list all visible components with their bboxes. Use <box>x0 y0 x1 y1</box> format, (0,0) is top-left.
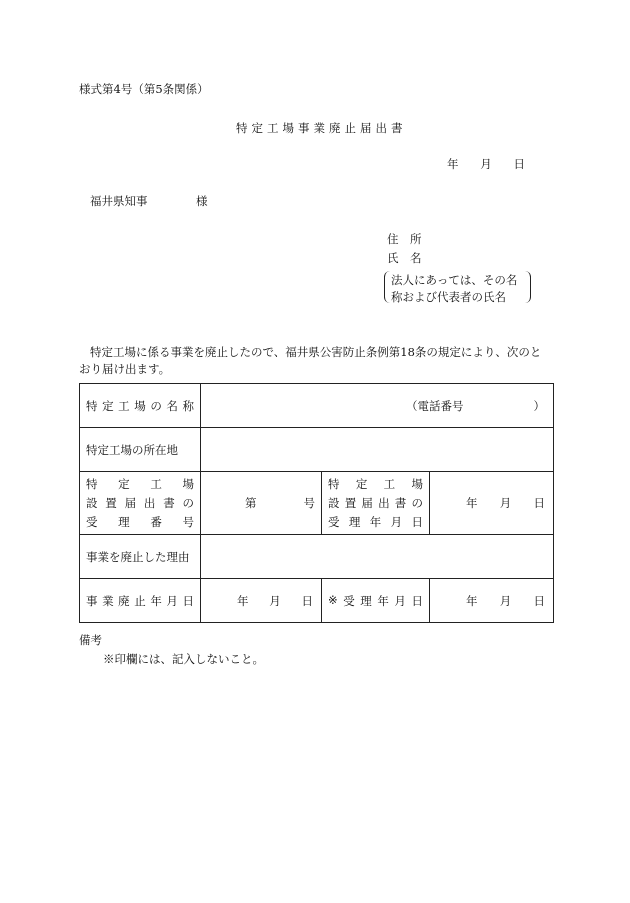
installation-date-label-char: 日 <box>411 515 423 529</box>
factory-location-label: 特定工場の所在地 <box>86 442 178 457</box>
installation-number-label-char: 特 <box>86 477 98 491</box>
receipt-date-label-char: ※ <box>328 592 338 607</box>
factory-location-label-cell <box>80 428 201 472</box>
installation-number-label-char: 番 <box>150 515 162 529</box>
installation-date-label-char: 設 <box>328 496 340 510</box>
installation-date-label-char: 定 <box>355 477 368 491</box>
corporate-note-line2: 称および代表者の氏名 <box>391 290 506 304</box>
installation-date-label-char: 書 <box>394 496 407 510</box>
discontinuation-date-label-char: 業 <box>102 593 114 608</box>
installation-date-label-char: 出 <box>378 496 390 510</box>
discontinuation-date-value-cell[interactable] <box>201 579 322 623</box>
discontinuation-date-label-char: 廃 <box>118 593 130 608</box>
installation-date-label-char: 置 <box>344 496 357 510</box>
factory-name-label-char: 特 <box>86 398 98 413</box>
date-year: 年 <box>466 593 478 608</box>
installation-number-label-char: 理 <box>118 515 130 529</box>
installation-number-label-char: 設 <box>86 496 98 510</box>
table-row <box>80 384 554 428</box>
installation-number-label-char: 置 <box>105 496 117 510</box>
factory-name-label-char: 工 <box>118 398 130 413</box>
installation-date-label-char: 場 <box>411 477 423 491</box>
installation-date-label-char: 受 <box>328 515 340 529</box>
installation-date-label-char: 特 <box>328 477 340 491</box>
receipt-date-label-char: 日 <box>411 593 423 608</box>
remarks-title: 備考 <box>79 633 102 647</box>
date-year: 年 <box>237 593 249 608</box>
factory-name-label-cell <box>80 384 201 428</box>
installation-date-label-char: 届 <box>361 496 373 510</box>
installation-date-label-char: 理 <box>348 515 361 529</box>
installation-date-label-char: の <box>411 496 423 510</box>
date-day-label: 日 <box>513 157 525 171</box>
phone-number-label: （電話番号 <box>406 398 464 413</box>
discontinuation-date-label-cell <box>80 579 201 623</box>
date-day: 日 <box>533 593 545 608</box>
factory-name-label-char: 定 <box>102 398 114 413</box>
installation-receipt-number-value-cell[interactable] <box>201 472 322 535</box>
date-month-label: 月 <box>480 157 492 171</box>
intro-text-line1: 特定工場に係る事業を廃止したので、福井県公害防止条例第18条の規定により、次のと <box>90 345 542 359</box>
table-row <box>80 472 554 535</box>
document-title: 特定工場事業廃止届出書 <box>236 121 407 135</box>
applicant-address-label: 住 所 <box>387 232 422 246</box>
date-year: 年 <box>466 496 478 510</box>
installation-number-label-char: の <box>182 496 194 510</box>
addressee-honorific: 様 <box>196 194 208 208</box>
installation-number-label-char: 書 <box>163 496 175 510</box>
discontinuation-date-label-char: 日 <box>182 593 194 608</box>
table-row <box>80 535 554 579</box>
table-row <box>80 579 554 623</box>
factory-name-label-char: 名 <box>166 398 178 413</box>
number-prefix: 第 <box>245 496 257 510</box>
factory-name-label-char: 場 <box>134 398 146 413</box>
installation-date-label-char: 年 <box>369 515 382 529</box>
table-row <box>80 428 554 472</box>
date-year-label: 年 <box>447 157 459 171</box>
applicant-name-label: 氏 名 <box>387 251 422 265</box>
receipt-date-label-char: 受 <box>343 593 355 608</box>
receipt-date-value-cell[interactable] <box>430 579 554 623</box>
installation-number-label-char: 出 <box>143 496 156 510</box>
receipt-date-label-char: 理 <box>360 593 372 608</box>
discontinuation-reason-value-cell[interactable] <box>201 535 554 579</box>
date-header <box>447 156 525 172</box>
receipt-date-label-cell <box>322 579 430 623</box>
discontinuation-reason-label: 事業を廃止した理由 <box>86 549 190 564</box>
corporate-note-line1: 法人にあっては、その名 <box>391 273 518 287</box>
installation-number-label-char: 受 <box>86 515 98 529</box>
installation-date-label-char: 工 <box>383 477 396 491</box>
installation-number-label-char: 工 <box>150 477 162 491</box>
remarks-note: ※印欄には、記入しないこと。 <box>103 652 264 666</box>
factory-name-value-cell[interactable] <box>201 384 554 428</box>
installation-receipt-date-label-cell <box>322 472 430 535</box>
installation-number-label-char: 号 <box>182 515 194 529</box>
factory-location-value-cell[interactable] <box>201 428 554 472</box>
installation-date-label-char: 月 <box>390 515 403 529</box>
discontinuation-date-label-char: 止 <box>134 593 146 608</box>
factory-name-label-char: の <box>150 398 162 413</box>
installation-number-label-char: 定 <box>118 477 130 491</box>
factory-name-label-char: 称 <box>182 398 194 413</box>
discontinuation-date-label-char: 事 <box>86 593 98 608</box>
discontinuation-reason-label-cell <box>80 535 201 579</box>
date-month: 月 <box>499 496 512 510</box>
installation-receipt-number-label-cell <box>80 472 201 535</box>
number-suffix: 号 <box>303 496 315 510</box>
installation-receipt-date-value-cell[interactable] <box>430 472 554 535</box>
intro-text-line2: おり届け出ます。 <box>79 362 171 376</box>
date-day: 日 <box>301 593 313 608</box>
receipt-date-label-char: 年 <box>377 593 389 608</box>
date-day: 日 <box>533 496 545 510</box>
date-month: 月 <box>269 593 281 608</box>
discontinuation-date-label-char: 月 <box>166 593 178 608</box>
form-number: 様式第4号（第5条関係） <box>79 82 209 96</box>
notification-table <box>79 383 554 623</box>
date-month: 月 <box>499 593 512 608</box>
installation-number-label-char: 届 <box>124 496 137 510</box>
addressee-name: 福井県知事 <box>90 194 148 208</box>
installation-number-label-char: 場 <box>182 477 194 491</box>
phone-number-close: ） <box>533 398 546 413</box>
discontinuation-date-label-char: 年 <box>150 593 162 608</box>
receipt-date-label-char: 月 <box>394 593 406 608</box>
